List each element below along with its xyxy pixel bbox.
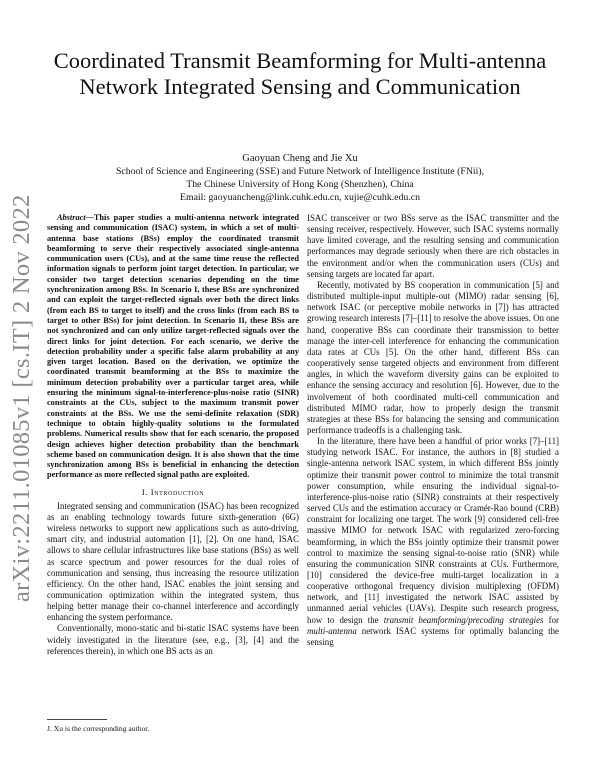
arxiv-identifier: arXiv:2211.01085v1 [cs.IT] 2 Nov 2022 <box>8 194 35 602</box>
left-column <box>47 213 299 657</box>
abstract-label: Abstract <box>57 213 86 222</box>
body-text: network ISAC systems for optimally balancing the sensing <box>307 625 559 647</box>
body-text: for <box>543 614 559 625</box>
body-paragraph: ISAC transceiver or two BSs serve as the ISAC transmitter and the sensing receiver, respectively. However, such ISAC systems normally have limited coverage, and the resulting sensing and communication performances may degrade seriously when there are rich obstacles in the environment and/or when the communication users (CUs) and sensing targets are located far apart. <box>307 213 559 279</box>
right-column <box>307 213 559 648</box>
intro-paragraph: Conventionally, mono-static and bi-static ISAC systems have been widely investigated in the literature (see, e.g., [3], [4] and the references therein), in which one BS acts as an <box>47 623 299 656</box>
email-line: Email: gaoyuancheng@link.cuhk.edu.cn, xujie@cuhk.edu.cn <box>179 192 421 203</box>
intro-paragraph: Integrated sensing and communication (ISAC) has been recognized as an enabling technology towards future sixth-generation (6G) wireless networks to support new applications such as auto-driving, smart city, and industrial automation [1], [2]. On one hand, ISAC allows to share cellular infrastructures like base stations (BSs) as well as scarce spectrum and power resources for the dual roles of communication and sensing, thus increasing the resource utilization efficiency. On the other hand, ISAC enables the joint sensing and communication optimization within the integrated system, thus helping better manage their co-channel interference and accordingly enhancing the system performance. <box>47 500 299 623</box>
abstract-text: —This paper studies a multi-antenna network integrated sensing and communication (ISAC) system, in which a set of multi-antenna base stations (BSs) employ the coordinated transmit beamforming to serve their respectively associated single-antenna communication users (CUs), and at the same time reuse the reflected information signals to perform joint target detection. In particular, we consider two target detection scenarios depending on the time synchronization among BSs. In Scenario I, these BSs are synchronized and can exploit the target-reflected signals over both the direct links (from each BS to target to itself) and the cross links (from each BS to target to other BSs) for joint detection. In Scenario II, these BSs are not synchronized and can only utilize target-reflected signals over the direct links for joint detection. For each scenario, we derive the detection probability under a specific false alarm probability at any given target location. Based on the derivation, we optimize the coordinated transmit beamforming at the BSs to maximize the minimum detection probability over a particular target area, while ensuring the minimum signal-to-interference-plus-noise ratio (SINR) constraints at the CUs, subject to the maximum transmit power constraints at the BSs. We use the semi-definite relaxation (SDR) technique to obtain highly-quality solutions to the formulated problems. Numerical results show that for each scenario, the proposed design achieves higher detection probability than the benchmark scheme based on communication design. It is also shown that the time synchronization among BSs is beneficial in enhancing the detection performance as more reflected signal paths are exploited. <box>47 213 299 480</box>
body-text: In the literature, there have been a handful of prior works [7]–[11] studying network ISAC. For instance, the authors in [8] studied a single-antenna network ISAC system, in which different BSs jointly optimize their transmit power control to minimize the total transmit power consumption, while ensuring the individual signal-to-interference-plus-noise ratio (SINR) constraints at their respectively served CUs and the estimation accuracy or Cramér-Rao bound (CRB) constraint for localizing one target. The work [9] considered cell-free massive MIMO for network ISAC with regularized zero-forcing beamforming, in which the BSs jointly optimize their transmit power control to maximize the sensing signal-to-noise ratio (SNR) while ensuring the communication SINR constraints at CUs. Furthermore, [10] considered the device-free multi-target localization in a cooperative orthogonal frequency division multiplexing (OFDM) network, and [11] investigated the network ISAC assisted by unmanned aerial vehicles (UAVs). Despite such research progress, how to design the <box>307 436 559 625</box>
footnote-text: J. Xu is the corresponding author. <box>47 724 150 733</box>
section-heading-introduction: I. Introduction <box>141 486 205 497</box>
emphasis-text: transmit beamforming/precoding strategies <box>383 614 544 625</box>
body-paragraph <box>307 436 559 648</box>
author-names: Gaoyuan Cheng and Jie Xu <box>242 153 358 164</box>
footnote <box>47 724 299 734</box>
paper-title: Coordinated Transmit Beamforming for Multi-antenna Network Integrated Sensing and Communication <box>53 48 547 99</box>
body-paragraph: Recently, motivated by BS cooperation in communication [5] and distributed multiple-input multiple-out (MIMO) radar sensing [6], network ISAC (or perceptive mobile networks in [7]) has attracted growing research interests [7]–[11] to resolve the above issues. On one hand, cooperative BSs can coordinate their transmission to better manage the inter-cell interference for enhancing the communication data rates at CUs [5]. On the other hand, different BSs can cooperatively sense targeted objects and environment from different angles, in which the waveform diversity gains can be exploited to enhance the sensing accuracy and resolution [6]. However, due to the involvement of both coordinated multi-cell communication and distributed MIMO radar, how to properly design the transmit strategies at these BSs for balancing the sensing and communication performance tradeoffs is a challenging task. <box>307 279 559 435</box>
emphasis-text: multi-antenna <box>307 625 357 636</box>
affiliation-line: School of Science and Engineering (SSE) and Future Network of Intelligence Institute (FNii), <box>115 166 485 177</box>
abstract <box>47 213 299 481</box>
footnote-divider <box>47 719 107 720</box>
affiliation-line: The Chinese University of Hong Kong (Shenzhen), China <box>186 179 414 190</box>
